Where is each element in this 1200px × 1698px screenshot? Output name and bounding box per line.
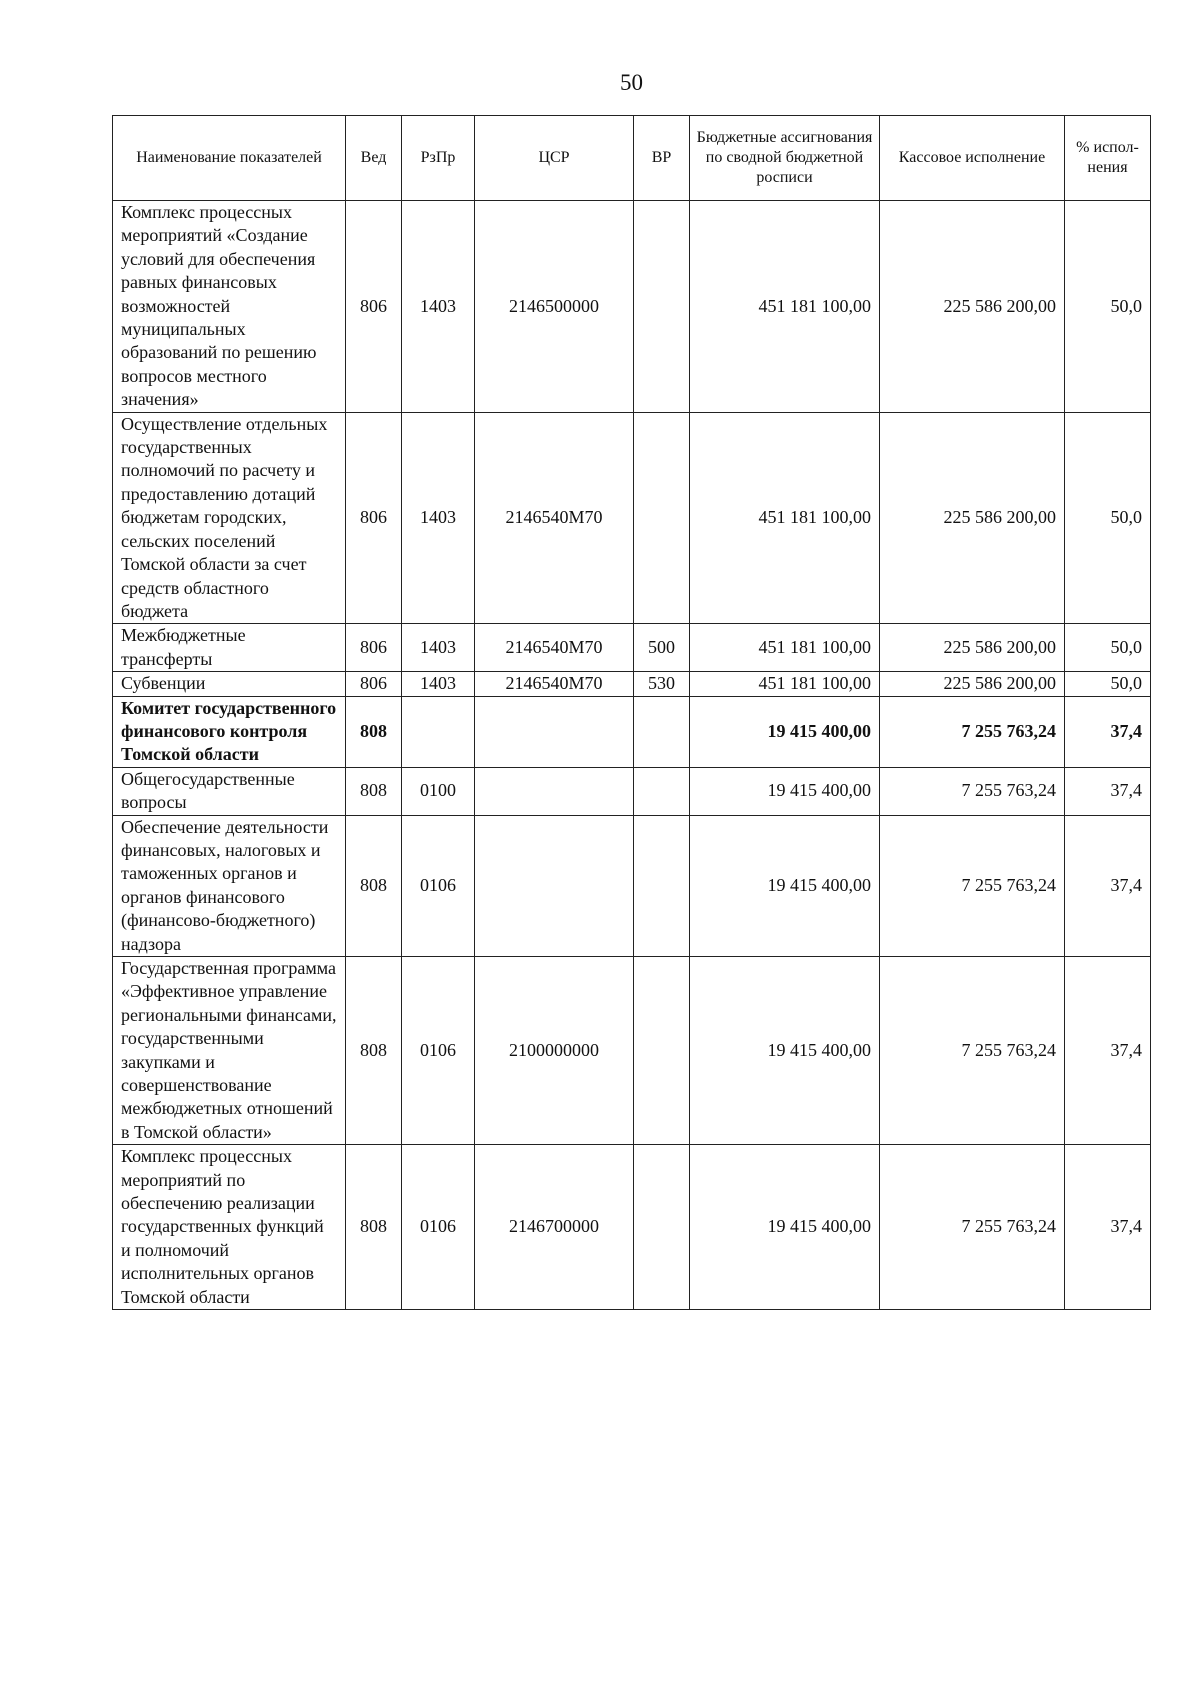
row-rzpr: 1403 [402, 624, 475, 672]
row-vr [634, 201, 690, 413]
row-ved: 808 [346, 696, 402, 767]
table-header-row [113, 116, 1151, 201]
header-ved: Вед [346, 116, 402, 201]
header-vr: ВР [634, 116, 690, 201]
row-name: Обеспечение деятельности финансовых, налоговых и таможенных органов и органов финансового (финансово-бюджетного) надзора [113, 815, 346, 956]
table-row [113, 815, 1151, 956]
row-cash: 7 255 763,24 [880, 767, 1065, 815]
row-vr [634, 1145, 690, 1310]
row-cash: 7 255 763,24 [880, 957, 1065, 1145]
row-budget: 19 415 400,00 [690, 957, 880, 1145]
row-vr [634, 815, 690, 956]
row-percent: 37,4 [1065, 815, 1151, 956]
row-ved: 806 [346, 201, 402, 413]
header-percent: % испол-нения [1065, 116, 1151, 201]
row-csr: 2146700000 [475, 1145, 634, 1310]
row-ved: 808 [346, 1145, 402, 1310]
row-budget: 451 181 100,00 [690, 412, 880, 624]
row-vr [634, 767, 690, 815]
row-percent: 50,0 [1065, 624, 1151, 672]
table-row [113, 696, 1151, 767]
row-csr: 2146540М70 [475, 624, 634, 672]
row-vr: 500 [634, 624, 690, 672]
row-ved: 808 [346, 957, 402, 1145]
row-percent: 50,0 [1065, 201, 1151, 413]
row-ved: 808 [346, 815, 402, 956]
table-row [113, 767, 1151, 815]
row-csr: 2146540М70 [475, 412, 634, 624]
row-cash: 7 255 763,24 [880, 815, 1065, 956]
row-budget: 19 415 400,00 [690, 1145, 880, 1310]
row-cash: 225 586 200,00 [880, 201, 1065, 413]
row-percent: 50,0 [1065, 412, 1151, 624]
row-rzpr: 1403 [402, 412, 475, 624]
budget-execution-table [112, 115, 1151, 1310]
row-csr [475, 696, 634, 767]
row-ved: 806 [346, 672, 402, 696]
row-ved: 806 [346, 624, 402, 672]
row-name: Комплекс процессных мероприятий по обеспечению реализации государственных функций и полномочий исполнительных органов Томской области [113, 1145, 346, 1310]
row-ved: 806 [346, 412, 402, 624]
row-ved: 808 [346, 767, 402, 815]
row-vr [634, 412, 690, 624]
row-rzpr: 0106 [402, 815, 475, 956]
row-csr: 2146500000 [475, 201, 634, 413]
row-budget: 451 181 100,00 [690, 672, 880, 696]
header-csr: ЦСР [475, 116, 634, 201]
row-name: Субвенции [113, 672, 346, 696]
row-percent: 37,4 [1065, 1145, 1151, 1310]
row-percent: 50,0 [1065, 672, 1151, 696]
row-budget: 451 181 100,00 [690, 624, 880, 672]
row-vr [634, 696, 690, 767]
page-number: 50 [620, 70, 643, 95]
table-row [113, 412, 1151, 624]
row-cash: 7 255 763,24 [880, 696, 1065, 767]
row-csr [475, 815, 634, 956]
row-rzpr [402, 696, 475, 767]
header-cash: Кассовое исполнение [880, 116, 1065, 201]
row-rzpr: 1403 [402, 672, 475, 696]
row-csr: 2146540М70 [475, 672, 634, 696]
row-budget: 19 415 400,00 [690, 815, 880, 956]
row-cash: 225 586 200,00 [880, 672, 1065, 696]
row-budget: 19 415 400,00 [690, 696, 880, 767]
row-name: Комплекс процессных мероприятий «Создание условий для обеспечения равных финансовых возможностей муниципальных образований по решению вопросов местного значения» [113, 201, 346, 413]
header-budget: Бюджетные ассигнования по сводной бюджетной росписи [690, 116, 880, 201]
row-name: Осуществление отдельных государственных полномочий по расчету и предоставлению дотаций бюджетам городских, сельских поселений Томской области за счет средств областного бюджета [113, 412, 346, 624]
header-rzpr: РзПр [402, 116, 475, 201]
row-cash: 7 255 763,24 [880, 1145, 1065, 1310]
row-rzpr: 0100 [402, 767, 475, 815]
row-name: Государственная программа «Эффективное управление региональными финансами, государственными закупками и совершенствование межбюджетных отношений в Томской области» [113, 957, 346, 1145]
row-name: Комитет государственного финансового контроля Томской области [113, 696, 346, 767]
table-row [113, 1145, 1151, 1310]
row-rzpr: 1403 [402, 201, 475, 413]
row-rzpr: 0106 [402, 957, 475, 1145]
row-vr: 530 [634, 672, 690, 696]
row-budget: 451 181 100,00 [690, 201, 880, 413]
row-cash: 225 586 200,00 [880, 624, 1065, 672]
row-name: Общегосударственные вопросы [113, 767, 346, 815]
row-csr [475, 767, 634, 815]
row-budget: 19 415 400,00 [690, 767, 880, 815]
row-cash: 225 586 200,00 [880, 412, 1065, 624]
row-name: Межбюджетные трансферты [113, 624, 346, 672]
row-rzpr: 0106 [402, 1145, 475, 1310]
table-row [113, 957, 1151, 1145]
row-percent: 37,4 [1065, 767, 1151, 815]
table-row [113, 201, 1151, 413]
header-name: Наименование показателей [113, 116, 346, 201]
row-percent: 37,4 [1065, 957, 1151, 1145]
row-percent: 37,4 [1065, 696, 1151, 767]
row-vr [634, 957, 690, 1145]
table-row [113, 624, 1151, 672]
row-csr: 2100000000 [475, 957, 634, 1145]
table-row [113, 672, 1151, 696]
